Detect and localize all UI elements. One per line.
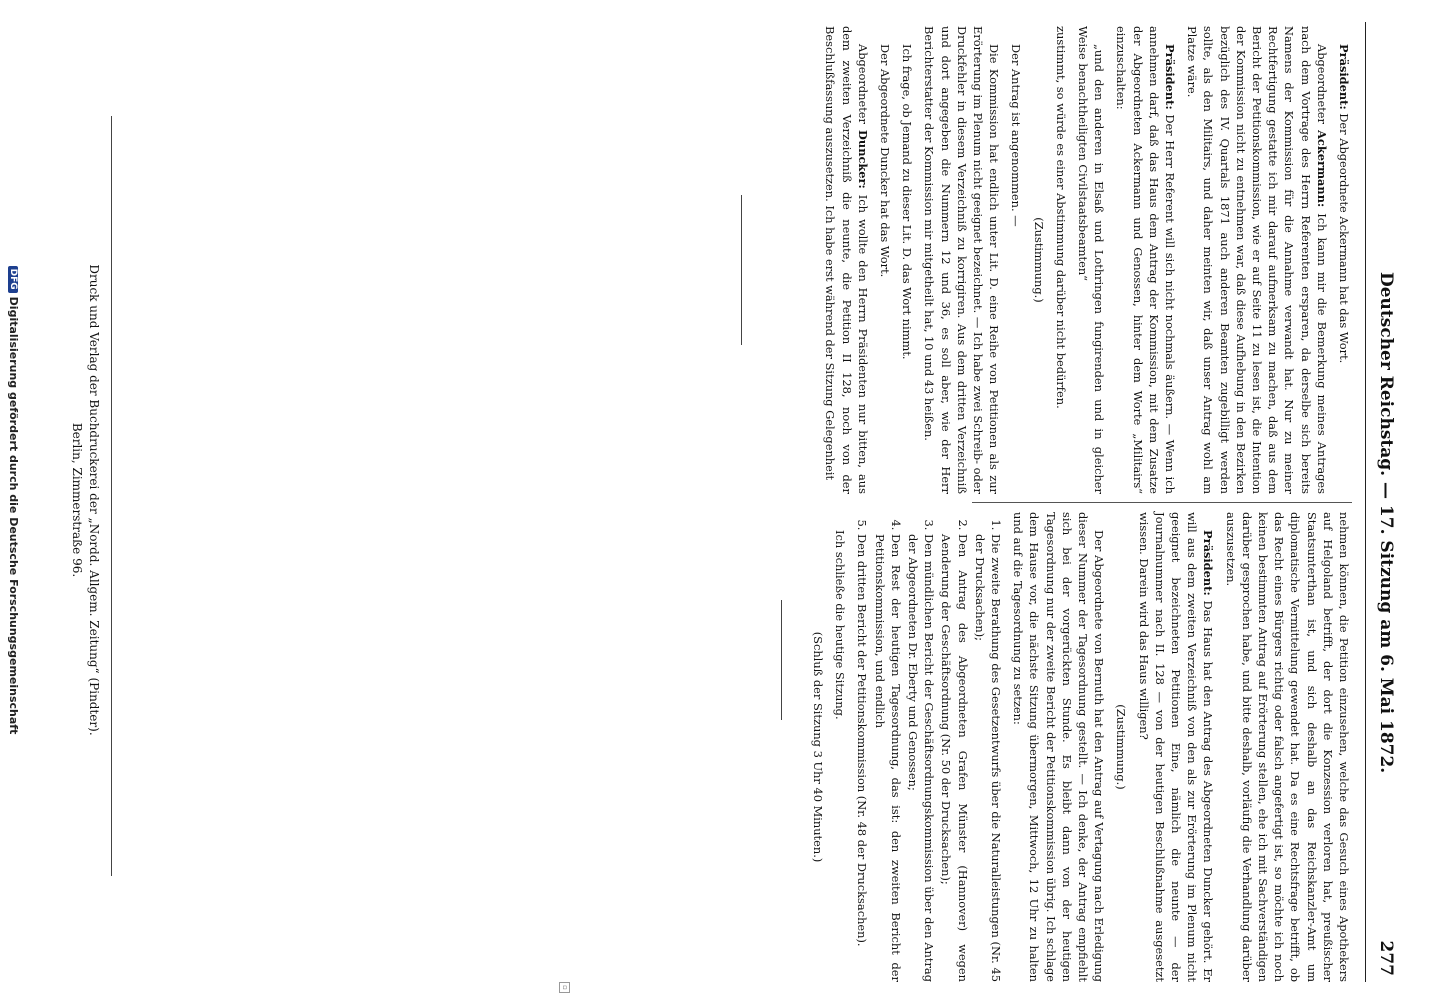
paragraph-text: Ich kann mir die Bemerkung meines Antrages nach dem Vortrage des Herrn Referenten ersparen, da derselbe sich bereits Namens der Kommission für die Annahme verwandt hat. Nur zu meiner Rechtfertigung gestatte ich mir darauf aufmerksam zu machen, daß aus dem Bericht der Petitionskommission, wie er auf Seite 11 zu lesen ist, die Intention der Kommission nicht zu entnehmen war, daß diese Aufhebung in den Bezirken bezüglich des IV. Quartals 1871 auch anderen Beamten zugebilligt werden sollte, als den Militairs, und daher meinten wir, daß unser Antrag wohl am Platze wäre. xyxy=(1185,26,1329,495)
speaker-label: Präsident: xyxy=(1337,44,1351,110)
dfg-logo-icon: DFG xyxy=(8,266,18,293)
speaker-intro: Abgeordneter xyxy=(1314,44,1329,124)
running-title: Deutscher Reichstag. — 17. Sitzung am 6. Mai 1872. xyxy=(1376,272,1396,774)
paragraph: nehmen können, die Petition einzusehen, welche das Gesuch eines Apothekers auf Helgoland betrifft, der dort die Konzession verloren hat, preußischer Staatsunterthan ist, und sich deshalb an das Reichskanzler-Amt um diplomatische Vermittelung gewendet hat. Da es eine Rechtsfrage betrifft, ob das Recht eines Bürgers richtig oder falsch angefertigt ist, so möchte ich noch keinen bestimmten Antrag auf Erörterung stellen, ehe ich mit Sachverständigen darüber gesprochen habe, und bitte deshalb, vorläufig die Verhandlung darüber auszusetzen. xyxy=(1223,512,1351,982)
imprint-line: Druck und Verlag der Buchdruckerei der „Nordd. Allgem. Zeitung“ (Pindter). xyxy=(87,264,101,736)
paragraph: zustimmt, so würde es einer Abstimmung darüber nicht bedürfen. xyxy=(1053,26,1068,409)
paragraph: Der Antrag ist angenommen. — xyxy=(1009,44,1024,227)
page-number: 277 xyxy=(1376,940,1396,976)
agenda-item: 1. Die zweite Berathung des Gesetzentwurfs über die Naturalleistungen (Nr. 45 der Drucksachen); xyxy=(972,534,1004,982)
paragraph-text: Ich wollte den Herrn Präsidenten nur bitten, aus dem zweiten Verzeichniß die neunte, die Petition II 128, noch von der Beschlußfassung auszusetzen. Ich habe erst während der Sitzung Gelegenheit xyxy=(823,26,870,494)
speaker-label: Präsident: xyxy=(1162,44,1177,110)
paragraph-text: Der Abgeordnete Ackermann hat das Wort. xyxy=(1337,113,1351,364)
agenda-item: 5. Den dritten Bericht der Petitionskommission (Nr. 48 der Drucksachen). xyxy=(854,534,870,982)
left-column xyxy=(816,26,1352,494)
speaker-intro: Abgeordneter xyxy=(855,44,870,124)
paragraph: Die Kommission hat endlich unter Lit. D. eine Reihe von Petitionen als zur Erörterung im Plenum nicht geeignet bezeichnet. — Ich habe zwei Schreib- oder Druckfehler in diesem Verzeichniß zu korrigiren. Aus dem dritten Verzeichniß und dort angegeben die Nummern 12 und 36, es soll aber, wie der Herr Berichterstatter der Kommission mir mitgetheilt hat, 10 und 43 heißen. xyxy=(922,26,1002,494)
speaker-label: Präsident: xyxy=(1201,530,1216,596)
section-rule xyxy=(741,195,742,345)
column-divider xyxy=(972,502,1352,503)
agenda-item: 2. Den Antrag des Abgeordneten Grafen Münster (Hannover) wegen Aenderung der Geschäftsordnung (Nr. 50 der Drucksachen); xyxy=(938,534,970,982)
paragraph xyxy=(1184,26,1330,494)
paragraph xyxy=(1135,512,1216,982)
digitization-credit xyxy=(0,0,20,1000)
paragraph-text: Der Herr Referent will sich nicht nochmals äußern. — Wenn ich annehmen darf, daß das Haus dem Antrag der Kommission, mit dem Zusatze der Abgeordneten Ackermann und Genossen, hinter dem Worte „Militairs“ einzuschalten: xyxy=(1114,26,1177,494)
paragraph: Ich frage, ob Jemand zu dieser Lit. D. das Wort nimmt. xyxy=(900,44,915,360)
imprint-rule xyxy=(111,116,112,876)
page-header xyxy=(1365,22,1406,982)
agenda-item: 4. Den Rest der heutigen Tagesordnung, das ist: den zweiten Bericht der Petitionskommission, und endlich xyxy=(871,534,903,982)
imprint-line: Berlin, Zimmerstraße 96. xyxy=(70,422,84,578)
paragraph-text: Das Haus hat den Antrag des Abgeordneten Duncker gehört. Er will aus dem zweiten Verzeichniß von den als zur Erörterung im Plenum nicht geeignet bezeichneten Petitionen Eine, nämlich die neunte — der Journalnummer nach II. 128 — von der heutigen Beschlußnahme ausgesetzt wissen. Darein wird das Haus willigen? xyxy=(1136,512,1216,982)
speaker-label: Duncker: xyxy=(855,130,870,189)
agenda-list xyxy=(854,512,1004,982)
paragraph: Ich schließe die heutige Sitzung. xyxy=(833,530,848,720)
interjection: (Zustimmung.) xyxy=(1031,217,1046,303)
session-closing-note: (Schluß der Sitzung 3 Uhr 40 Minuten.) xyxy=(810,631,825,863)
paragraph xyxy=(822,26,871,494)
quoted-insertion: „und den anderen in Elsaß und Lothringen fungirenden und in gleicher Weise benachtheiligten Civilstaatsbeamten“ xyxy=(1075,26,1107,494)
printer-imprint xyxy=(68,110,102,890)
speaker-label: Ackermann: xyxy=(1314,130,1329,208)
paragraph: Der Abgeordnete Duncker hat das Wort. xyxy=(877,44,892,278)
section-rule xyxy=(781,600,782,720)
credit-text: Digitalisierung gefördert durch die Deutsche Forschungsgemeinschaft xyxy=(7,296,20,735)
interjection: (Zustimmung.) xyxy=(1114,704,1129,790)
right-column xyxy=(804,512,1352,982)
paragraph xyxy=(1336,26,1352,494)
paragraph xyxy=(1113,26,1178,494)
scan-marker-icon: ▫ xyxy=(559,982,570,993)
paragraph: Der Abgeordnete von Bernuth hat den Antrag auf Vertagung nach Erledigung dieser Nummer der Tagesordnung gestellt. — Ich denke, der Antrag empfiehlt sich bei der vorgerückten Stunde. Es bleibt dann von der heutigen Tagesordnung nur der zweite Bericht der Petitionskommission übrig. Ich schlage dem Hause vor, die nächste Sitzung übermorgen, Mittwoch, 12 Uhr zu halten und auf die Tagesordnung zu setzen: xyxy=(1011,512,1107,982)
agenda-item: 3. Den mündlichen Bericht der Geschäftsordnungskommission über den Antrag der Abgeordneten Dr. Eberty und Genossen; xyxy=(905,534,937,982)
